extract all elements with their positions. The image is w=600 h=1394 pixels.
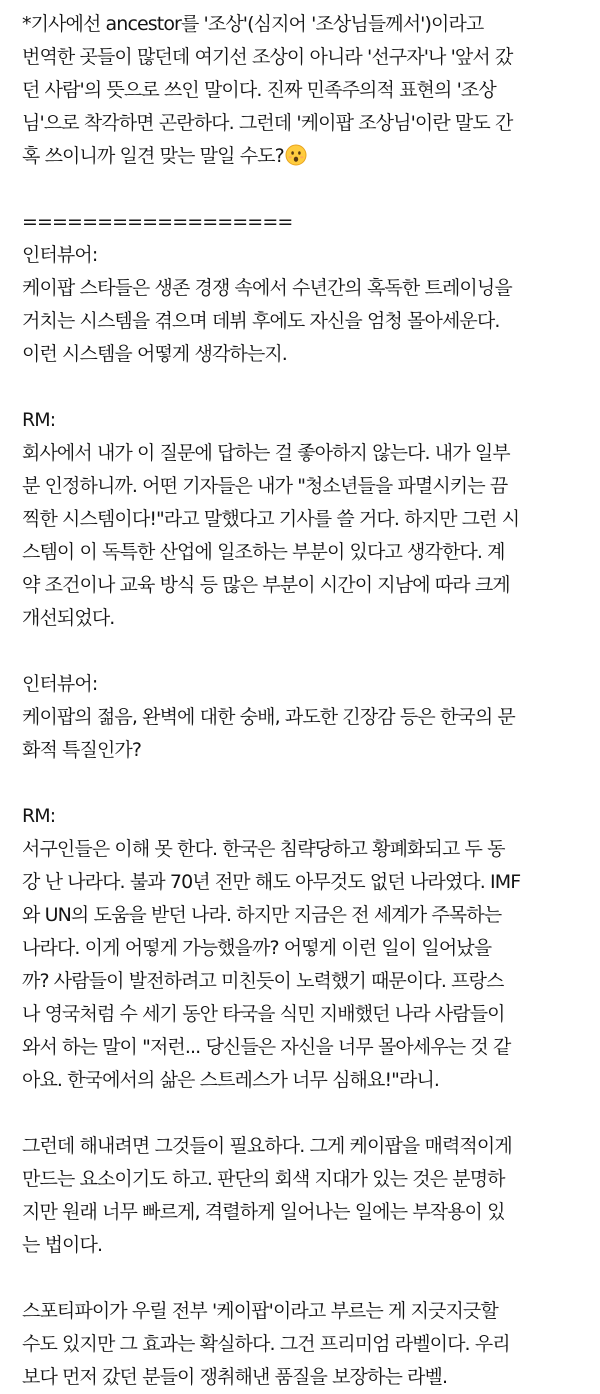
interviewer-question: 케이팝의 젊음, 완벽에 대한 숭배, 과도한 긴장감 등은 한국의 문 화적 특질인가?	[22, 706, 515, 761]
translator-note-text: *기사에선 ancestor를 '조상'(심지어 '조상님들께서')이라고 번역한 곳들이 많던데 여기선 조상이 아니라 '선구자'나 '앞서 갔 던 사람'의 뜻으로 쓰인 말이다. 진짜 민족주의적 표현의 '조상 님'으로 착각하면 곤란하다. 그런데 '케이팝 조상님'이란 말도 간 혹 쓰이니까 일견 맞는 말일 수도?	[22, 13, 513, 167]
interviewer-question: 케이팝 스타들은 생존 경쟁 속에서 수년간의 혹독한 트레이닝을 거치는 시스템을 겪으며 데뷔 후에도 자신을 엄청 몰아세운다. 이런 시스템을 어떻게 생각하는지.	[22, 277, 512, 365]
rm-answer: 회사에서 내가 이 질문에 답하는 걸 좋아하지 않는다. 내가 일부 분 인정하니까. 어떤 기자들은 내가 "청소년들을 파멸시키는 끔 찍한 시스템이다!"라고 말했다고 기사를 쓸 거다. 하지만 그런 시 스템이 이 독특한 산업에 일조하는 부분이 있다고 생각한다. 계 약 조건이나 교육 방식 등 많은 부분이 시간이 지남에 따라 크게 개선되었다.	[22, 442, 520, 629]
rm-label: RM:	[22, 409, 56, 431]
rm-answer: 서구인들은 이해 못 한다. 한국은 침략당하고 황폐화되고 두 동 강 난 나라다. 불과 70년 전만 해도 아무것도 없던 나라였다. IMF 와 UN의 도움을 받던 나라. 하지만 지금은 전 세계가 주목하는 나라다. 이게 어떻게 가능했을까? 어떻게 이런 일이 일어났을 까? 사람들이 발전하려고 미친듯이 노력했기 때문이다. 프랑스 나 영국처럼 수 세기 동안 타국을 식민 지배했던 나라 사람들이 와서 하는 말이 "저런... 당신들은 자신을 너무 몰아세우는 것 같 아요. 한국에서의 삶은 스트레스가 너무 심해요!"라니.	[22, 838, 521, 1091]
section-divider: ==================	[22, 211, 293, 233]
rm-label: RM:	[22, 805, 56, 827]
hushed-face-icon	[285, 144, 307, 166]
translator-note	[22, 8, 586, 173]
rm-answer-closing: 스포티파이가 우릴 전부 '케이팝'이라고 부르는 게 지긋지긋할 수도 있지만 그 효과는 확실하다. 그건 프리미엄 라벨이다. 우리 보다 먼저 갔던 분들이 쟁취해낸 품질을 보장하는 라벨.	[22, 1300, 510, 1388]
rm-answer-continued: 그런데 해내려면 그것들이 필요하다. 그게 케이팝을 매력적이게 만드는 요소이기도 하고. 판단의 회색 지대가 있는 것은 분명하 지만 원래 너무 빠르게, 격렬하게 일어나는 일에는 부작용이 있 는 법이다.	[22, 1135, 512, 1256]
interviewer-label: 인터뷰어:	[22, 673, 98, 695]
interviewer-label: 인터뷰어:	[22, 244, 98, 266]
